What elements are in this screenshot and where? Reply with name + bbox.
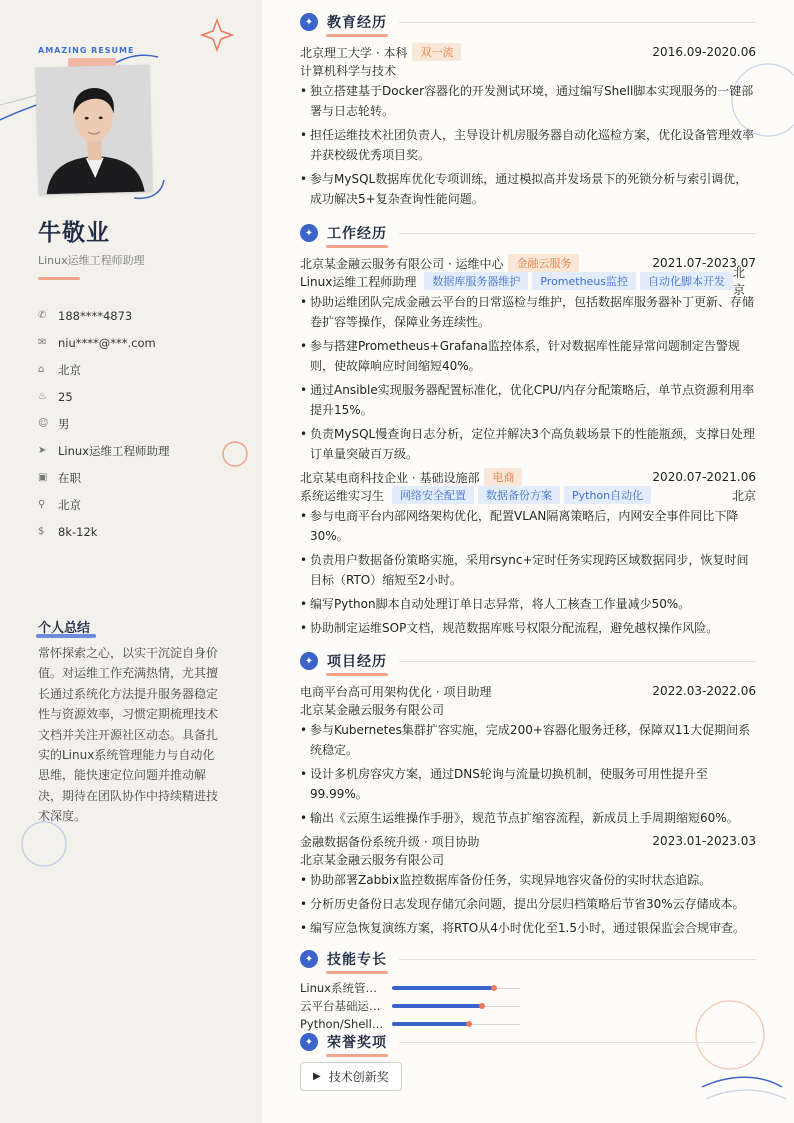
contact-status bbox=[38, 464, 248, 491]
contact-status-value: 在职 bbox=[58, 470, 81, 485]
work-date: 2021.07-2023.07 bbox=[652, 256, 756, 270]
education-header bbox=[300, 11, 756, 33]
heading-underline bbox=[326, 673, 388, 676]
contact-residence bbox=[38, 356, 248, 383]
skill-tag: 数据库服务器维护 bbox=[424, 272, 528, 290]
work-company: 北京某金融云服务有限公司 · 运维中心 bbox=[300, 256, 504, 271]
phone-icon: ✆ bbox=[38, 310, 47, 321]
skill-name: 云平台基础运… bbox=[300, 999, 381, 1013]
list-item: • 独立搭建基于Docker容器化的开发测试环境，通过编写Shell脚本实现服务的一键部署与日志轮转。 bbox=[300, 81, 756, 121]
skill-tag: 网络安全配置 bbox=[392, 486, 474, 504]
projects-heading: 项目经历 bbox=[327, 654, 387, 670]
contact-email bbox=[38, 329, 248, 356]
contact-target-job-value: Linux运维工程师助理 bbox=[58, 443, 170, 458]
gender-icon: ☺ bbox=[38, 418, 49, 429]
education-bullets bbox=[300, 81, 756, 209]
work-industry-tag: 金融云服务 bbox=[508, 254, 579, 272]
contact-salary-value: 8k-12k bbox=[58, 524, 98, 539]
divider bbox=[399, 22, 756, 23]
location-icon: ⚲ bbox=[38, 499, 46, 510]
divider bbox=[399, 959, 756, 960]
list-item: • 通过Ansible实现服务器配置标准化，优化CPU/内存分配策略后，单节点资源利用率提升15%。 bbox=[300, 380, 756, 420]
honors-section bbox=[300, 1031, 756, 1091]
work-company: 北京某电商科技企业 · 基础设施部 bbox=[300, 470, 480, 485]
sparkle-icon: ✦ bbox=[300, 1033, 318, 1051]
sparkle-icon: ✦ bbox=[300, 950, 318, 968]
contact-location-value: 北京 bbox=[58, 497, 81, 512]
contact-email-value: niu****@***.com bbox=[58, 335, 156, 350]
work-section bbox=[300, 222, 756, 642]
work-heading: 工作经历 bbox=[327, 226, 387, 242]
play-icon: ▶ bbox=[313, 1071, 321, 1082]
list-item: • 参与MySQL数据库优化专项训练，通过模拟高并发场景下的死锁分析与索引调优，成功解决5+复杂查询性能问题。 bbox=[300, 169, 756, 209]
list-item: • 协助部署Zabbix监控数据库备份任务，实现异地容灾备份的实时状态追踪。 bbox=[300, 870, 756, 890]
list-item: • 协助运维团队完成金融云平台的日常巡检与维护，包括数据库服务器补丁更新、存储卷扩容等操作，保障业务连续性。 bbox=[300, 292, 756, 332]
skill-level-bar bbox=[392, 985, 520, 991]
star-sparkle-icon bbox=[200, 18, 234, 52]
skills-section bbox=[300, 948, 756, 1033]
work-role-row bbox=[300, 486, 756, 504]
skill-tag: 自动化脚本开发 bbox=[640, 272, 733, 290]
contact-gender-value: 男 bbox=[58, 416, 70, 431]
project-name: 金融数据备份系统升级 · 项目协助 bbox=[300, 834, 480, 849]
divider bbox=[399, 661, 756, 662]
education-school: 北京理工大学 · 本科 bbox=[300, 45, 408, 60]
skills-header bbox=[300, 948, 756, 970]
mail-icon: ✉ bbox=[38, 337, 47, 348]
skill-level-bar bbox=[392, 1003, 520, 1009]
list-item: • 编写Python脚本自动处理订单日志异常，将人工核查工作量减少50%。 bbox=[300, 594, 756, 614]
contact-location bbox=[38, 491, 248, 518]
list-item: • 编写应急恢复演练方案，将RTO从4小时优化至1.5小时，通过银保监会合规审查。 bbox=[300, 918, 756, 938]
cake-icon: ♨ bbox=[38, 391, 47, 402]
work-bullets bbox=[300, 506, 756, 638]
honors-header bbox=[300, 1031, 756, 1053]
skills-heading: 技能专长 bbox=[327, 952, 387, 968]
contact-list bbox=[38, 302, 248, 545]
send-icon: ➤ bbox=[38, 445, 47, 456]
sidebar bbox=[0, 0, 262, 1123]
project-entry bbox=[300, 682, 756, 828]
candidate-job-title: Linux运维工程师助理 bbox=[38, 254, 145, 267]
project-bullets bbox=[300, 720, 756, 828]
project-date: 2023.01-2023.03 bbox=[652, 834, 756, 848]
project-date: 2022.03-2022.06 bbox=[652, 684, 756, 698]
projects-header bbox=[300, 650, 756, 672]
briefcase-icon: ▣ bbox=[38, 472, 48, 483]
summary-text: 常怀探索之心，以实干沉淀自身价值。对运维工作充满热情，尤其擅长通过系统化方法提升服务器稳定性与资源效率，习惯定期梳理技术文档并关注开源社区动态。具备扎实的Linux系统管理能力与自动化思维，能快速定位问题并推动解决，期待在团队协作中持续精进技术深度。 bbox=[38, 646, 219, 824]
skill-level-bar bbox=[392, 1021, 520, 1027]
accent-underline bbox=[38, 277, 80, 280]
work-entry bbox=[300, 468, 756, 638]
education-heading: 教育经历 bbox=[327, 15, 387, 31]
sparkle-icon: ✦ bbox=[300, 224, 318, 242]
list-item: • 输出《云原生运维操作手册》，规范节点扩缩容流程，新成员上手周期缩短60%。 bbox=[300, 808, 756, 828]
divider bbox=[399, 1042, 756, 1043]
skill-tag: 数据备份方案 bbox=[478, 486, 560, 504]
list-item: • 参与Kubernetes集群扩容实施，完成200+容器化服务迁移，保障双11大促期间系统稳定。 bbox=[300, 720, 756, 760]
skill-name: Python/Shell… bbox=[300, 1017, 384, 1031]
honors-list bbox=[300, 1062, 756, 1091]
work-header bbox=[300, 222, 756, 244]
heading-underline bbox=[326, 971, 388, 974]
list-item: • 分析历史备份日志发现存储冗余问题，提出分层归档策略后节省30%云存储成本。 bbox=[300, 894, 756, 914]
project-org: 北京某金融云服务有限公司 bbox=[300, 702, 445, 717]
contact-age bbox=[38, 383, 248, 410]
project-org: 北京某金融云服务有限公司 bbox=[300, 852, 445, 867]
projects-section bbox=[300, 650, 756, 942]
list-item: • 参与电商平台内部网络架构优化，配置VLAN隔离策略后，内网安全事件同比下降30%。 bbox=[300, 506, 756, 546]
education-entry bbox=[300, 43, 756, 209]
list-item: • 参与搭建Prometheus+Grafana监控体系，针对数据库性能异常问题制定告警规则，使故障响应时间缩短40%。 bbox=[300, 336, 756, 376]
home-icon: ⌂ bbox=[38, 364, 45, 375]
education-date: 2016.09-2020.06 bbox=[652, 45, 756, 59]
education-tag: 双一流 bbox=[412, 43, 461, 61]
sparkle-icon: ✦ bbox=[300, 13, 318, 31]
contact-age-value: 25 bbox=[58, 389, 73, 404]
list-item: • 协助制定运维SOP文档，规范数据库账号权限分配流程，避免越权操作风险。 bbox=[300, 618, 756, 638]
avatar bbox=[35, 65, 152, 195]
project-row bbox=[300, 832, 756, 850]
skill-item bbox=[300, 997, 530, 1015]
heading-underline bbox=[326, 34, 388, 37]
education-section bbox=[300, 11, 756, 213]
candidate-name: 牛敬业 bbox=[38, 220, 110, 246]
resume-banner: AMAZING RESUME bbox=[38, 46, 135, 55]
work-city: 北京 bbox=[731, 488, 756, 503]
heading-underline bbox=[326, 245, 388, 248]
contact-target-job bbox=[38, 437, 248, 464]
skill-item bbox=[300, 979, 530, 997]
award-name: 技术创新奖 bbox=[328, 1070, 389, 1084]
list-item: • 担任运维技术社团负责人，主导设计机房服务器自动化巡检方案，优化设备管理效率并获校级优秀项目奖。 bbox=[300, 125, 756, 165]
work-role: Linux运维工程师助理 bbox=[300, 274, 417, 289]
salary-icon: $ bbox=[38, 526, 45, 537]
project-bullets bbox=[300, 870, 756, 938]
work-entry bbox=[300, 254, 756, 464]
contact-phone bbox=[38, 302, 248, 329]
work-date: 2020.07-2021.06 bbox=[652, 470, 756, 484]
list-item: • 设计多机房容灾方案，通过DNS轮询与流量切换机制，使服务可用性提升至99.99%。 bbox=[300, 764, 756, 804]
work-company-row bbox=[300, 468, 756, 486]
honors-heading: 荣誉奖项 bbox=[327, 1035, 387, 1051]
sparkle-icon: ✦ bbox=[300, 652, 318, 670]
list-item: • 负责用户数据备份策略实施，采用rsync+定时任务实现跨区域数据同步，恢复时间目标（RTO）缩短至2小时。 bbox=[300, 550, 756, 590]
contact-phone-value: 188****4873 bbox=[58, 308, 133, 323]
education-major: 计算机科学与技术 bbox=[300, 63, 397, 78]
contact-gender bbox=[38, 410, 248, 437]
list-item: • 负责MySQL慢查询日志分析，定位并解决3个高负载场景下的性能瓶颈，支撑日处理订单量突破百万级。 bbox=[300, 424, 756, 464]
skill-name: Linux系统管… bbox=[300, 981, 377, 995]
skills-list bbox=[300, 979, 756, 1033]
work-city: 北京 bbox=[733, 266, 746, 297]
project-entry bbox=[300, 832, 756, 938]
divider bbox=[399, 233, 756, 234]
heading-underline bbox=[326, 1054, 388, 1057]
work-role-row bbox=[300, 266, 756, 297]
contact-residence-value: 北京 bbox=[58, 362, 81, 377]
work-role: 系统运维实习生 bbox=[300, 488, 385, 503]
work-company-row bbox=[300, 254, 756, 272]
work-industry-tag: 电商 bbox=[484, 468, 522, 486]
work-bullets bbox=[300, 292, 756, 464]
contact-salary bbox=[38, 518, 248, 545]
skill-tag: Python自动化 bbox=[564, 486, 651, 504]
education-row bbox=[300, 43, 756, 61]
summary-heading: 个人总结 bbox=[38, 621, 91, 636]
skill-tag: Prometheus监控 bbox=[532, 272, 636, 290]
award-item bbox=[300, 1062, 402, 1091]
project-row bbox=[300, 682, 756, 700]
project-name: 电商平台高可用架构优化 · 项目助理 bbox=[300, 684, 492, 699]
